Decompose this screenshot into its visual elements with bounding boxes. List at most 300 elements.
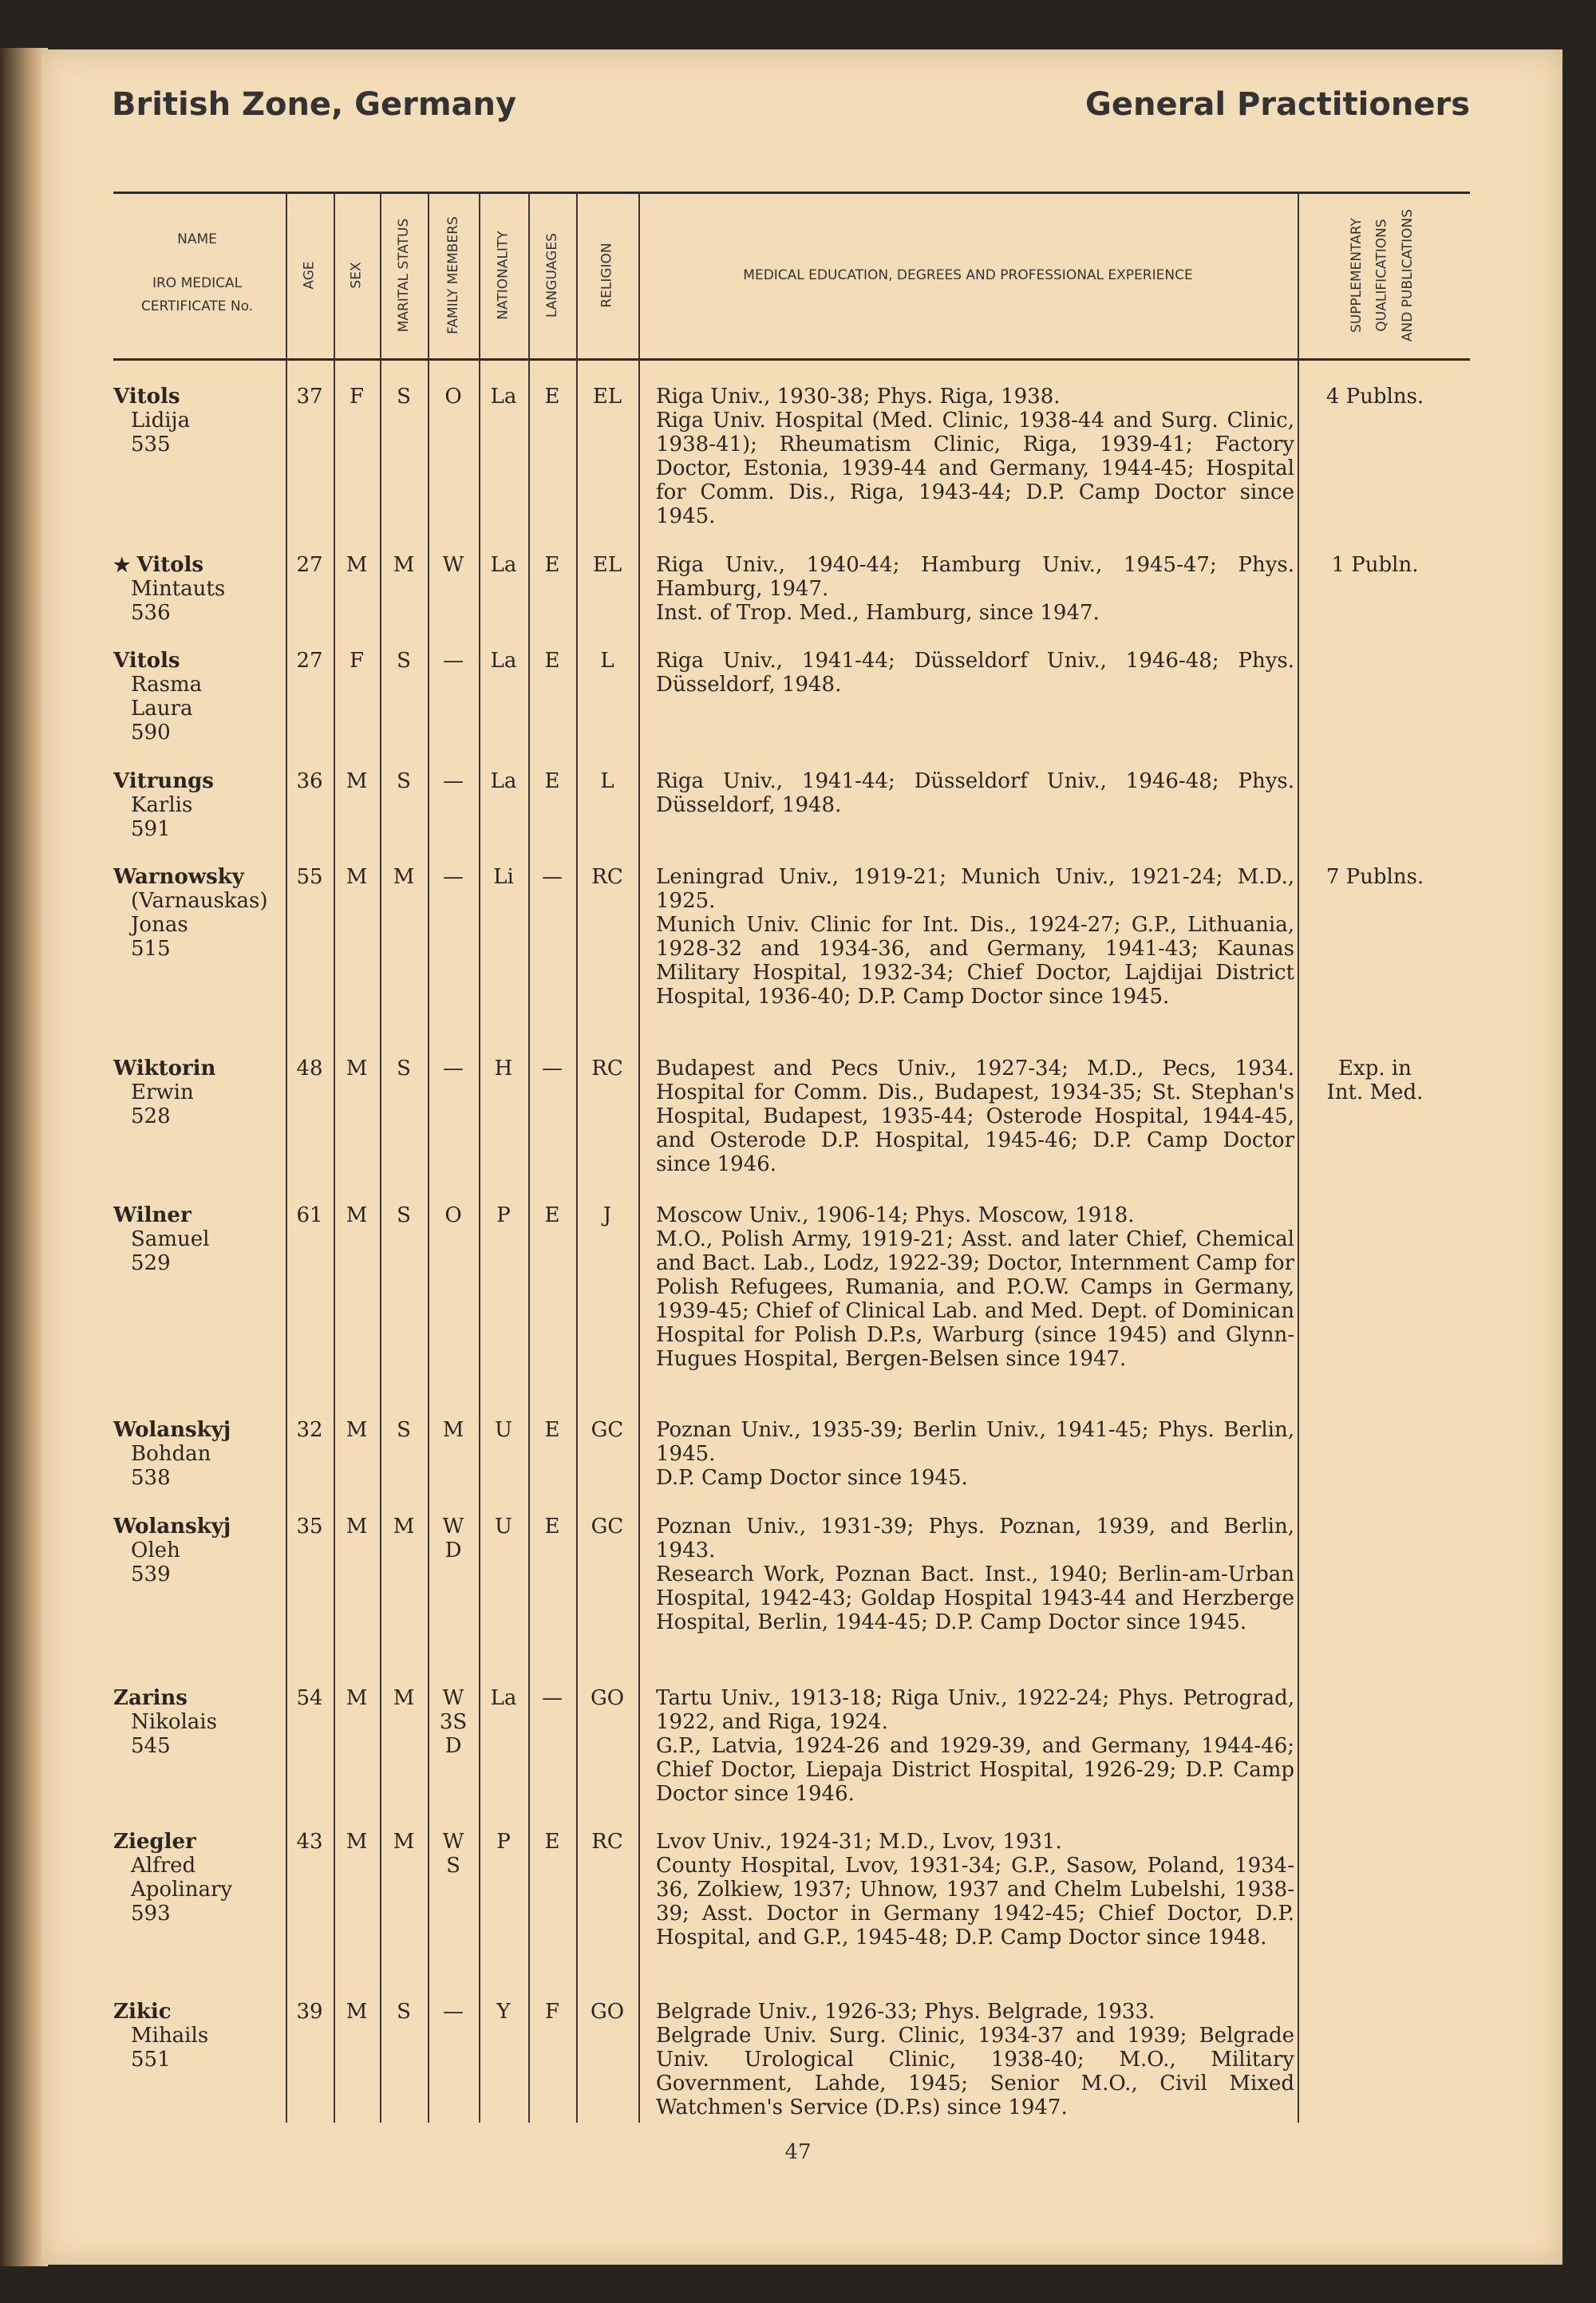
family-members-value: W	[442, 1515, 464, 1539]
religion-value: RC	[591, 865, 623, 889]
sex-value: M	[346, 1515, 368, 1539]
languages-cell	[528, 1418, 576, 1442]
marital-value: S	[397, 769, 411, 793]
family-cell	[428, 1418, 479, 1442]
column-divider	[638, 192, 640, 2123]
languages-cell	[528, 1057, 576, 1080]
education-column-header: MEDICAL EDUCATION, DEGREES AND PROFESSIONAL EXPERIENCE	[743, 267, 1193, 283]
name-cell	[113, 1057, 281, 1128]
nationality-cell	[479, 649, 528, 673]
name-cell	[113, 1203, 281, 1275]
surname	[113, 385, 281, 409]
name-cell	[113, 1686, 281, 1758]
sex-value: M	[346, 769, 368, 793]
age-cell	[286, 1057, 334, 1080]
education-paragraph: Poznan Univ., 1931-39; Phys. Poznan, 1939, and Berlin, 1943.	[656, 1515, 1294, 1562]
family-cell	[428, 1830, 479, 1878]
family-members-value: —	[443, 769, 464, 793]
given-name-or-certificate: 536	[131, 601, 171, 625]
nationality-value: La	[490, 385, 517, 409]
family-cell	[428, 385, 479, 409]
family-cell	[428, 865, 479, 889]
nationality-value: La	[490, 553, 517, 577]
languages-cell	[528, 649, 576, 673]
header-bottom-rule	[113, 358, 1470, 361]
religion-value: EL	[592, 385, 622, 409]
given-name-or-certificate: (Varnauskas)	[131, 889, 268, 913]
marital-value: S	[397, 1418, 411, 1442]
surname-text: Zikic	[113, 2000, 172, 2024]
education-cell	[656, 769, 1294, 817]
sex-cell	[334, 1515, 380, 1539]
name-cell	[113, 385, 281, 456]
name-cell	[113, 649, 281, 745]
nationality-column-header-label: NATIONALITY	[496, 231, 512, 320]
given-name-or-certificate: 545	[131, 1734, 171, 1758]
book-spine-edge	[0, 48, 48, 2266]
languages-cell	[528, 385, 576, 409]
family-members-value: W	[442, 553, 464, 577]
nationality-value: P	[496, 1203, 511, 1227]
age-value: 61	[296, 1203, 323, 1227]
family-cell	[428, 649, 479, 673]
nationality-cell	[479, 1203, 528, 1227]
religion-cell	[576, 649, 638, 673]
sex-value: M	[346, 1418, 368, 1442]
supplementary-column-header-label: QUALIFICATIONS	[1374, 219, 1391, 332]
supplementary-column-header-label: AND PUBLICATIONS	[1400, 208, 1416, 342]
education-paragraph: Lvov Univ., 1924-31; M.D., Lvov, 1931.	[656, 1830, 1062, 1854]
education-cell	[656, 385, 1294, 528]
age-cell	[286, 385, 334, 409]
running-head-left: British Zone, Germany	[112, 86, 517, 123]
family-members-value: O	[444, 1203, 462, 1227]
education-cell	[656, 865, 1294, 1009]
surname-text: Vitols	[113, 385, 180, 409]
nationality-value: La	[490, 649, 517, 673]
age-value: 27	[296, 553, 323, 577]
supplementary-cell	[1315, 1057, 1435, 1104]
education-paragraph: G.P., Latvia, 1924-26 and 1929-39, and Germany, 1944-46; Chief Doctor, Liepaja District Hospital, 1926-29; D.P. Camp Doctor since 1946.	[656, 1734, 1294, 1806]
nationality-value: Li	[493, 865, 514, 889]
religion-value: J	[602, 1203, 612, 1227]
education-paragraph: Belgrade Univ. Surg. Clinic, 1934-37 and 1939; Belgrade Univ. Urological Clinic, 1938-40; M.O., Military Government, Lahde, 1945; Senior M.O., Civil Mixed Watchmen's Service (D.P.s) since 1947.	[656, 2024, 1294, 2119]
education-cell	[656, 1057, 1294, 1176]
nationality-cell	[479, 1057, 528, 1080]
family-members-value: D	[444, 1539, 462, 1562]
surname	[113, 1830, 281, 1854]
given-name-or-certificate: Karlis	[131, 793, 193, 817]
given-name-or-certificate: 551	[131, 2048, 171, 2072]
running-head	[112, 86, 1470, 123]
marital-cell	[380, 1830, 428, 1854]
name-cell	[113, 1418, 281, 1490]
sex-cell	[334, 2000, 380, 2024]
family-cell	[428, 1057, 479, 1080]
given-name-or-certificate: Jonas	[131, 913, 188, 937]
supplementary-line: Exp. in	[1338, 1057, 1412, 1080]
sex-value: F	[349, 649, 365, 673]
languages-value: —	[542, 1686, 563, 1710]
languages-cell	[528, 2000, 576, 2024]
marital-cell	[380, 1057, 428, 1080]
name-cell	[113, 769, 281, 841]
religion-value: GO	[590, 2000, 625, 2024]
given-name-or-certificate: 590	[131, 721, 171, 745]
given-name-or-certificate: 535	[131, 433, 171, 456]
family-cell	[428, 1203, 479, 1227]
languages-value: E	[544, 385, 560, 409]
marital-value: S	[397, 2000, 411, 2024]
age-value: 35	[296, 1515, 323, 1539]
nationality-cell	[479, 553, 528, 577]
surname	[113, 649, 281, 673]
supplementary-line: 7 Publns.	[1325, 865, 1424, 889]
given-name-or-certificate: Oleh	[131, 1539, 180, 1562]
education-paragraph: Moscow Univ., 1906-14; Phys. Moscow, 1918.	[656, 1203, 1135, 1227]
sex-value: M	[346, 865, 368, 889]
name-column-header-line: IRO MEDICAL	[152, 275, 243, 291]
supplementary-cell	[1315, 385, 1435, 409]
sex-value: M	[346, 553, 368, 577]
education-paragraph: M.O., Polish Army, 1919-21; Asst. and later Chief, Chemical and Bact. Lab., Lodz, 1922-39; Doctor, Internment Camp for Polish Refugees, Rumania, and P.O.W. Camps in Germany, 1939-45; Chief of Clinical Lab. and Med. Dept. of Dominican Hospital for Polish D.P.s, Warburg (since 1945) and Glynn-Hugues Hospital, Bergen-Belsen since 1947.	[656, 1227, 1294, 1371]
name-cell	[113, 1515, 281, 1586]
sex-column-header-label: SEX	[349, 262, 365, 289]
surname	[113, 1057, 281, 1080]
age-value: 27	[296, 649, 323, 673]
education-cell	[656, 553, 1294, 625]
age-value: 37	[296, 385, 323, 409]
surname-text: Ziegler	[113, 1830, 196, 1854]
religion-cell	[576, 1418, 638, 1442]
religion-cell	[576, 553, 638, 577]
languages-value: E	[544, 1830, 560, 1854]
religion-cell	[576, 865, 638, 889]
nationality-value: U	[495, 1418, 512, 1442]
family-members-value: W	[442, 1830, 464, 1854]
given-name-or-certificate: Rasma	[131, 673, 203, 697]
age-value: 54	[296, 1686, 323, 1710]
given-name-or-certificate: Nikolais	[131, 1710, 217, 1734]
header-top-rule	[113, 192, 1470, 194]
surname-text: Zarins	[113, 1686, 188, 1710]
surname-text: Wilner	[113, 1203, 192, 1227]
family-cell	[428, 1515, 479, 1562]
education-paragraph: Belgrade Univ., 1926-33; Phys. Belgrade, 1933.	[656, 2000, 1156, 2024]
supplementary-cell	[1315, 553, 1435, 577]
nationality-value: La	[490, 769, 517, 793]
nationality-value: U	[495, 1515, 512, 1539]
marital-cell	[380, 1418, 428, 1442]
sex-cell	[334, 1686, 380, 1710]
languages-cell	[528, 1203, 576, 1227]
given-name-or-certificate: Alfred	[131, 1854, 196, 1878]
surname	[113, 553, 281, 577]
age-value: 55	[296, 865, 323, 889]
languages-value: —	[542, 1057, 563, 1080]
education-paragraph: Tartu Univ., 1913-18; Riga Univ., 1922-24; Phys. Petrograd, 1922, and Riga, 1924.	[656, 1686, 1294, 1734]
sex-value: M	[346, 1057, 368, 1080]
marital-column-header-label: MARITAL STATUS	[396, 218, 413, 333]
education-paragraph: Poznan Univ., 1935-39; Berlin Univ., 1941-45; Phys. Berlin, 1945.	[656, 1418, 1294, 1466]
education-cell	[656, 2000, 1294, 2119]
nationality-cell	[479, 769, 528, 793]
education-paragraph: Riga Univ., 1941-44; Düsseldorf Univ., 1946-48; Phys. Düsseldorf, 1948.	[656, 769, 1294, 817]
sex-cell	[334, 385, 380, 409]
given-name-or-certificate: Samuel	[131, 1227, 210, 1251]
family-members-value: O	[444, 385, 462, 409]
languages-cell	[528, 553, 576, 577]
nationality-value: Y	[496, 2000, 511, 2024]
surname	[113, 2000, 281, 2024]
sex-cell	[334, 649, 380, 673]
surname-text: Wolanskyj	[113, 1515, 231, 1539]
nationality-cell	[479, 1515, 528, 1539]
education-cell	[656, 1418, 1294, 1490]
religion-cell	[576, 1515, 638, 1539]
nationality-cell	[479, 385, 528, 409]
age-cell	[286, 1515, 334, 1539]
marital-value: S	[397, 385, 411, 409]
languages-column-header-label: LANGUAGES	[544, 233, 560, 318]
supplementary-line: Int. Med.	[1326, 1080, 1424, 1104]
marital-cell	[380, 865, 428, 889]
surname	[113, 1515, 281, 1539]
age-cell	[286, 865, 334, 889]
education-paragraph: County Hospital, Lvov, 1931-34; G.P., Sasow, Poland, 1934-36, Zolkiew, 1937; Uhnow, 1937 and Chelm Lubelshi, 1938-39; Asst. Doctor in Germany 1942-45; Chief Doctor, D.P. Hospital, and G.P., 1945-48; D.P. Camp Doctor since 1948.	[656, 1854, 1294, 1949]
marital-cell	[380, 649, 428, 673]
sex-value: M	[346, 1686, 368, 1710]
age-value: 48	[296, 1057, 323, 1080]
name-cell	[113, 2000, 281, 2072]
nationality-value: H	[494, 1057, 513, 1080]
name-column-header-line: NAME	[177, 231, 217, 247]
name-cell	[113, 553, 281, 625]
name-cell	[113, 865, 281, 961]
surname	[113, 769, 281, 793]
sex-cell	[334, 769, 380, 793]
family-members-value: 3S	[439, 1710, 468, 1734]
supplementary-column-header-label: SUPPLEMENTARY	[1349, 218, 1365, 333]
marital-value: M	[393, 865, 415, 889]
marital-cell	[380, 769, 428, 793]
surname-text: Wolanskyj	[113, 1418, 231, 1442]
sex-value: F	[349, 385, 365, 409]
education-paragraph: Budapest and Pecs Univ., 1927-34; M.D., Pecs, 1934. Hospital for Comm. Dis., Budapest, 1934-35; St. Stephan's Hospital, Budapest, 1935-44; Osterode Hospital, 1944-45, and Osterode D.P. Hospital, 1945-46; D.P. Camp Doctor since 1946.	[656, 1057, 1294, 1176]
languages-cell	[528, 865, 576, 889]
nationality-cell	[479, 1830, 528, 1854]
given-name-or-certificate: 515	[131, 937, 171, 961]
nationality-value: La	[490, 1686, 517, 1710]
supplementary-line: 4 Publns.	[1325, 385, 1424, 409]
age-value: 32	[296, 1418, 323, 1442]
family-members-value: D	[444, 1734, 462, 1758]
marital-cell	[380, 385, 428, 409]
sex-value: M	[346, 1203, 368, 1227]
education-paragraph: Research Work, Poznan Bact. Inst., 1940; Berlin-am-Urban Hospital, 1942-43; Goldap Hospital 1943-44 and Herzberge Hospital, Berlin, 1944-45; D.P. Camp Doctor since 1945.	[656, 1562, 1294, 1634]
surname	[113, 1203, 281, 1227]
languages-cell	[528, 769, 576, 793]
surname	[113, 865, 281, 889]
sex-cell	[334, 1418, 380, 1442]
surname-text: Vitrungs	[113, 769, 214, 793]
languages-cell	[528, 1515, 576, 1539]
age-cell	[286, 1418, 334, 1442]
religion-value: L	[600, 649, 614, 673]
languages-value: E	[544, 769, 560, 793]
education-cell	[656, 1686, 1294, 1806]
age-cell	[286, 1203, 334, 1227]
education-cell	[656, 649, 1294, 697]
name-column-header-line: CERTIFICATE No.	[140, 298, 254, 314]
given-name-or-certificate: Lidija	[131, 409, 191, 433]
religion-cell	[576, 2000, 638, 2024]
age-value: 43	[296, 1830, 323, 1854]
star-marker: ★	[113, 553, 131, 576]
nationality-cell	[479, 2000, 528, 2024]
nationality-cell	[479, 1418, 528, 1442]
given-name-or-certificate: Bohdan	[131, 1442, 211, 1466]
surname-text: Vitols	[113, 649, 180, 673]
marital-cell	[380, 1203, 428, 1227]
education-paragraph: Munich Univ. Clinic for Int. Dis., 1924-27; G.P., Lithuania, 1928-32 and 1934-36, and Germany, 1941-43; Kaunas Military Hospital, 1932-34; Chief Doctor, Lajdijai District Hospital, 1936-40; D.P. Camp Doctor since 1945.	[656, 913, 1294, 1009]
religion-column-header-label: RELIGION	[599, 243, 616, 308]
marital-value: M	[393, 1830, 415, 1854]
religion-cell	[576, 1057, 638, 1080]
education-paragraph: Riga Univ., 1930-38; Phys. Riga, 1938.	[656, 385, 1061, 409]
religion-cell	[576, 1830, 638, 1854]
education-paragraph: Riga Univ. Hospital (Med. Clinic, 1938-44 and Surg. Clinic, 1938-41); Rheumatism Clinic, Riga, 1939-41; Factory Doctor, Estonia, 1939-44 and Germany, 1944-45; Hospital for Comm. Dis., Riga, 1943-44; D.P. Camp Doctor since 1945.	[656, 409, 1294, 528]
marital-cell	[380, 2000, 428, 2024]
religion-value: GO	[590, 1686, 625, 1710]
sex-cell	[334, 1203, 380, 1227]
religion-cell	[576, 1686, 638, 1710]
education-cell	[656, 1203, 1294, 1371]
marital-value: S	[397, 649, 411, 673]
age-cell	[286, 769, 334, 793]
family-members-value: S	[446, 1854, 460, 1878]
column-divider	[1298, 192, 1299, 2123]
languages-value: E	[544, 1203, 560, 1227]
languages-value: F	[544, 2000, 560, 2024]
family-cell	[428, 1686, 479, 1758]
supplementary-line: 1 Publn.	[1331, 553, 1419, 577]
sex-cell	[334, 865, 380, 889]
religion-value: GC	[591, 1515, 624, 1539]
given-name-or-certificate: 593	[131, 1902, 171, 1926]
languages-cell	[528, 1830, 576, 1854]
languages-value: E	[544, 649, 560, 673]
education-paragraph: Leningrad Univ., 1919-21; Munich Univ., 1921-24; M.D., 1925.	[656, 865, 1294, 913]
marital-value: M	[393, 553, 415, 577]
sex-cell	[334, 1830, 380, 1854]
religion-value: EL	[592, 553, 622, 577]
family-members-value: —	[443, 649, 464, 673]
family-members-value: —	[443, 2000, 464, 2024]
marital-cell	[380, 1686, 428, 1710]
given-name-or-certificate: 591	[131, 817, 171, 841]
age-cell	[286, 553, 334, 577]
supplementary-cell	[1315, 865, 1435, 889]
education-cell	[656, 1830, 1294, 1949]
age-value: 39	[296, 2000, 323, 2024]
marital-cell	[380, 553, 428, 577]
education-paragraph: Inst. of Trop. Med., Hamburg, since 1947.	[656, 601, 1100, 625]
given-name-or-certificate: 539	[131, 1562, 171, 1586]
family-members-value: W	[442, 1686, 464, 1710]
surname-text: Wiktorin	[113, 1057, 216, 1080]
sex-cell	[334, 1057, 380, 1080]
sex-value: M	[346, 2000, 368, 2024]
nationality-cell	[479, 1686, 528, 1710]
age-cell	[286, 2000, 334, 2024]
nationality-cell	[479, 865, 528, 889]
surname	[113, 1686, 281, 1710]
marital-value: M	[393, 1515, 415, 1539]
education-cell	[656, 1515, 1294, 1634]
education-paragraph: Riga Univ., 1941-44; Düsseldorf Univ., 1946-48; Phys. Düsseldorf, 1948.	[656, 649, 1294, 697]
languages-value: E	[544, 1515, 560, 1539]
religion-value: L	[600, 769, 614, 793]
page-number: 47	[784, 2140, 812, 2164]
marital-value: S	[397, 1057, 411, 1080]
family-cell	[428, 769, 479, 793]
given-name-or-certificate: 528	[131, 1104, 171, 1128]
name-cell	[113, 1830, 281, 1926]
languages-value: —	[542, 865, 563, 889]
age-cell	[286, 1830, 334, 1854]
family-members-value: M	[442, 1418, 464, 1442]
marital-cell	[380, 1515, 428, 1539]
languages-cell	[528, 1686, 576, 1710]
religion-cell	[576, 385, 638, 409]
nationality-value: P	[496, 1830, 511, 1854]
given-name-or-certificate: 538	[131, 1466, 171, 1490]
given-name-or-certificate: Mihails	[131, 2024, 209, 2048]
given-name-or-certificate: Laura	[131, 697, 193, 721]
running-head-right: General Practitioners	[1085, 86, 1470, 123]
religion-value: RC	[591, 1830, 623, 1854]
age-cell	[286, 649, 334, 673]
languages-value: E	[544, 1418, 560, 1442]
sex-value: M	[346, 1830, 368, 1854]
religion-cell	[576, 1203, 638, 1227]
family-members-value: —	[443, 865, 464, 889]
age-column-header-label: AGE	[302, 261, 318, 290]
family-members-value: —	[443, 1057, 464, 1080]
given-name-or-certificate: Apolinary	[131, 1878, 233, 1902]
education-paragraph: D.P. Camp Doctor since 1945.	[656, 1466, 968, 1490]
given-name-or-certificate: Mintauts	[131, 577, 226, 601]
family-cell	[428, 2000, 479, 2024]
religion-value: GC	[591, 1418, 624, 1442]
surname	[113, 1418, 281, 1442]
age-value: 36	[296, 769, 323, 793]
given-name-or-certificate: Erwin	[131, 1080, 194, 1104]
religion-cell	[576, 769, 638, 793]
marital-value: S	[397, 1203, 411, 1227]
religion-value: RC	[591, 1057, 623, 1080]
education-paragraph: Riga Univ., 1940-44; Hamburg Univ., 1945-47; Phys. Hamburg, 1947.	[656, 553, 1294, 601]
surname-text: Vitols	[136, 553, 203, 577]
marital-value: M	[393, 1686, 415, 1710]
age-cell	[286, 1686, 334, 1710]
family-column-header-label: FAMILY MEMBERS	[445, 216, 461, 334]
surname-text: Warnowsky	[113, 865, 244, 889]
family-cell	[428, 553, 479, 577]
languages-value: E	[544, 553, 560, 577]
given-name-or-certificate: 529	[131, 1251, 171, 1275]
